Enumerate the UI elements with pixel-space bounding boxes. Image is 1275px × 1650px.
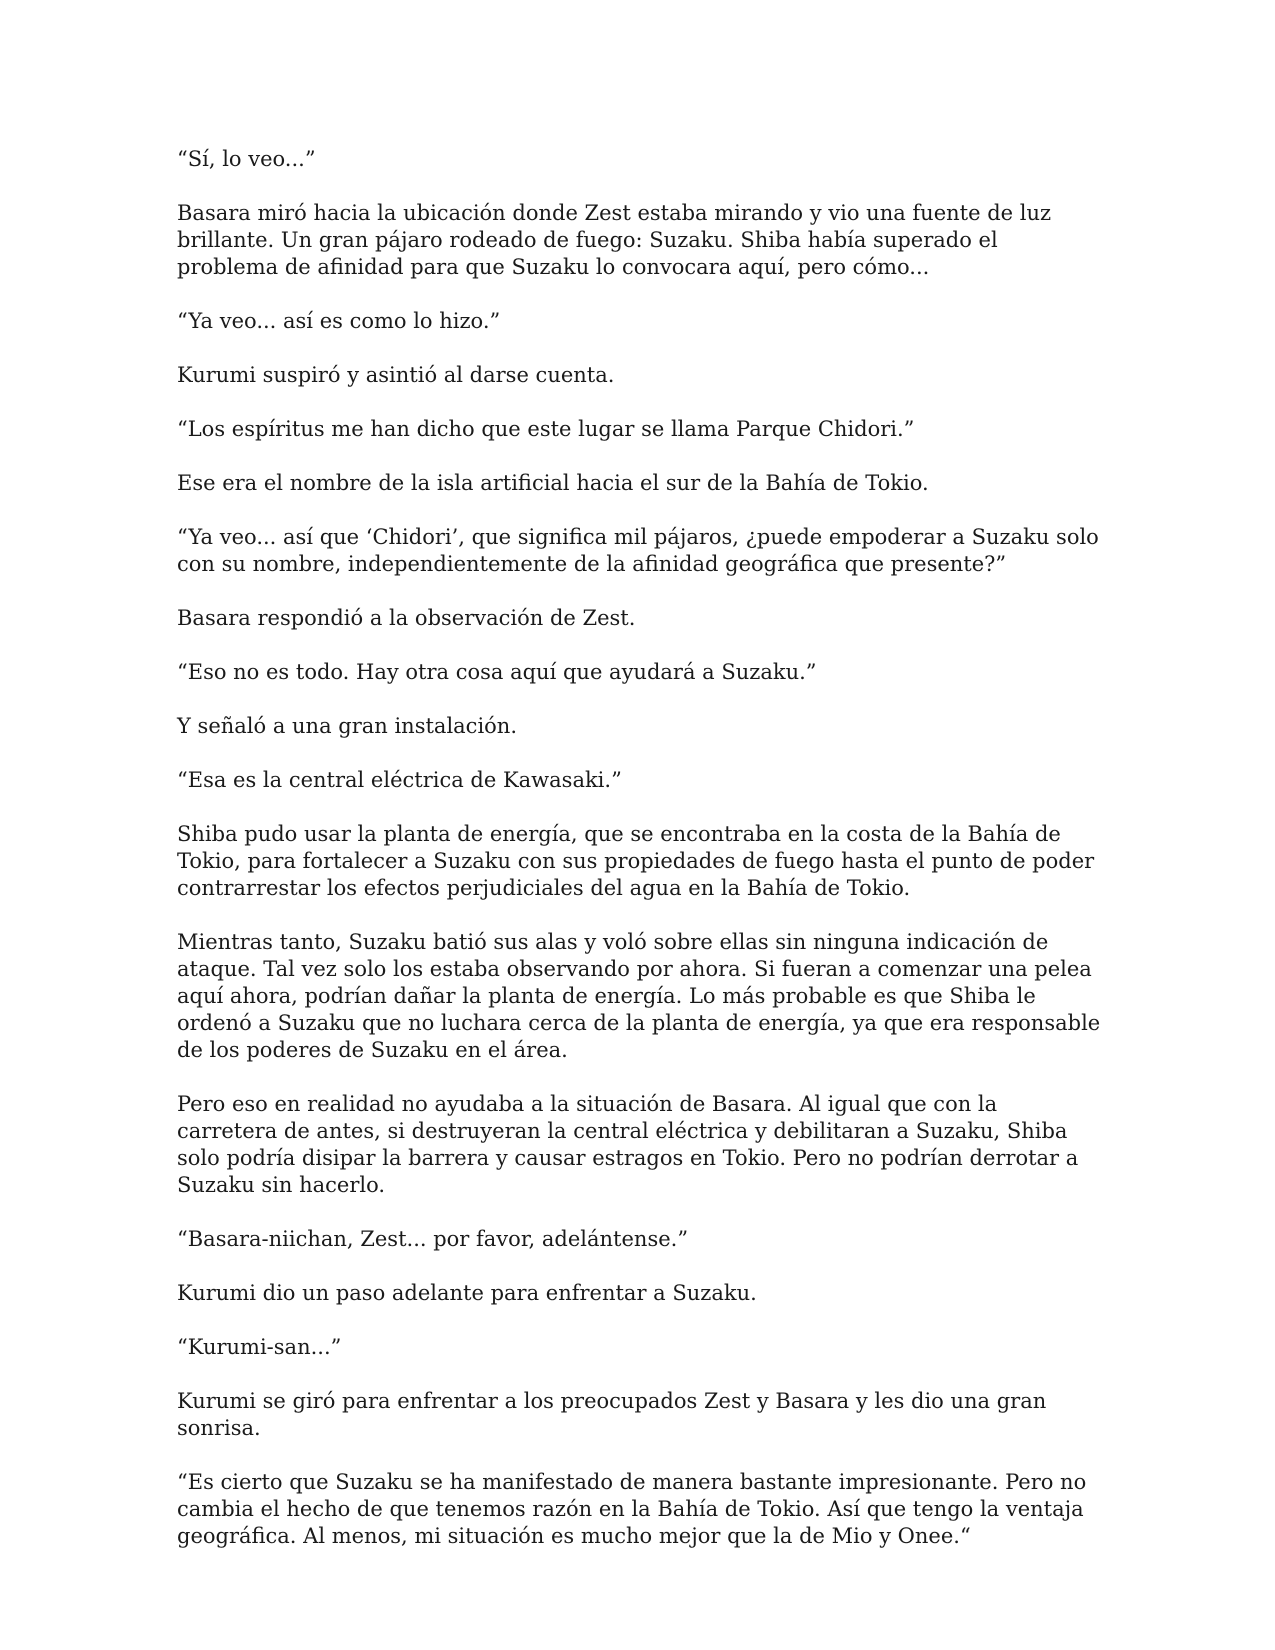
paragraph: “Kurumi-san...” [177, 1335, 342, 1359]
paragraph: Pero eso en realidad no ayudaba a la situación de Basara. Al igual que con la carretera de antes, si destruyeran la central eléctrica y debilitaran a Suzaku, Shiba solo podría disipar la barrera y causar estragos en Tokio. Pero no podrían derrotar a Suzaku sin hacerlo. [177, 1092, 1079, 1197]
paragraph: “Basara-niichan, Zest... por favor, adelántense.” [177, 1227, 689, 1251]
paragraph: “Eso no es todo. Hay otra cosa aquí que ayudará a Suzaku.” [177, 660, 817, 684]
paragraph: “Sí, lo veo...” [177, 147, 316, 171]
paragraph: “Esa es la central eléctrica de Kawasaki.” [177, 768, 622, 792]
paragraph: Mientras tanto, Suzaku batió sus alas y voló sobre ellas sin ninguna indicación de ataque. Tal vez solo los estaba observando por ahora. Si fueran a comenzar una pelea aquí ahora, podrían dañar la planta de energía. Lo más probable es que Shiba le ordenó a Suzaku que no luchara cerca de la planta de energía, ya que era responsable de los poderes de Suzaku en el área. [177, 930, 1101, 1062]
paragraph: Y señaló a una gran instalación. [177, 714, 517, 738]
paragraph: Kurumi se giró para enfrentar a los preocupados Zest y Basara y les dio una gran sonrisa. [177, 1389, 1047, 1440]
paragraph: Shiba pudo usar la planta de energía, que se encontraba en la costa de la Bahía de Tokio, para fortalecer a Suzaku con sus propiedades de fuego hasta el punto de poder contrarrestar los efectos perjudiciales del agua en la Bahía de Tokio. [177, 822, 1095, 900]
paragraph: “Ya veo... así que ‘Chidori’, que significa mil pájaros, ¿puede empoderar a Suzaku solo con su nombre, independientemente de la afinidad geográfica que presente?” [177, 525, 1099, 576]
paragraph: Kurumi suspiró y asintió al darse cuenta. [177, 363, 615, 387]
paragraph: Ese era el nombre de la isla artificial hacia el sur de la Bahía de Tokio. [177, 471, 929, 495]
paragraph: Kurumi dio un paso adelante para enfrentar a Suzaku. [177, 1281, 757, 1305]
paragraph: Basara respondió a la observación de Zest. [177, 606, 636, 630]
paragraph: “Los espíritus me han dicho que este lugar se llama Parque Chidori.” [177, 417, 915, 441]
paragraph: “Es cierto que Suzaku se ha manifestado de manera bastante impresionante. Pero no cambia el hecho de que tenemos razón en la Bahía de Tokio. Así que tengo la ventaja geográfica. Al menos, mi situación es mucho mejor que la de Mio y Onee.“ [177, 1470, 1087, 1548]
document-body [177, 146, 1102, 1577]
paragraph: “Ya veo... así es como lo hizo.” [177, 309, 501, 333]
paragraph: Basara miró hacia la ubicación donde Zest estaba mirando y vio una fuente de luz brillante. Un gran pájaro rodeado de fuego: Suzaku. Shiba había superado el problema de afinidad para que Suzaku lo convocara aquí, pero cómo... [177, 201, 1052, 279]
